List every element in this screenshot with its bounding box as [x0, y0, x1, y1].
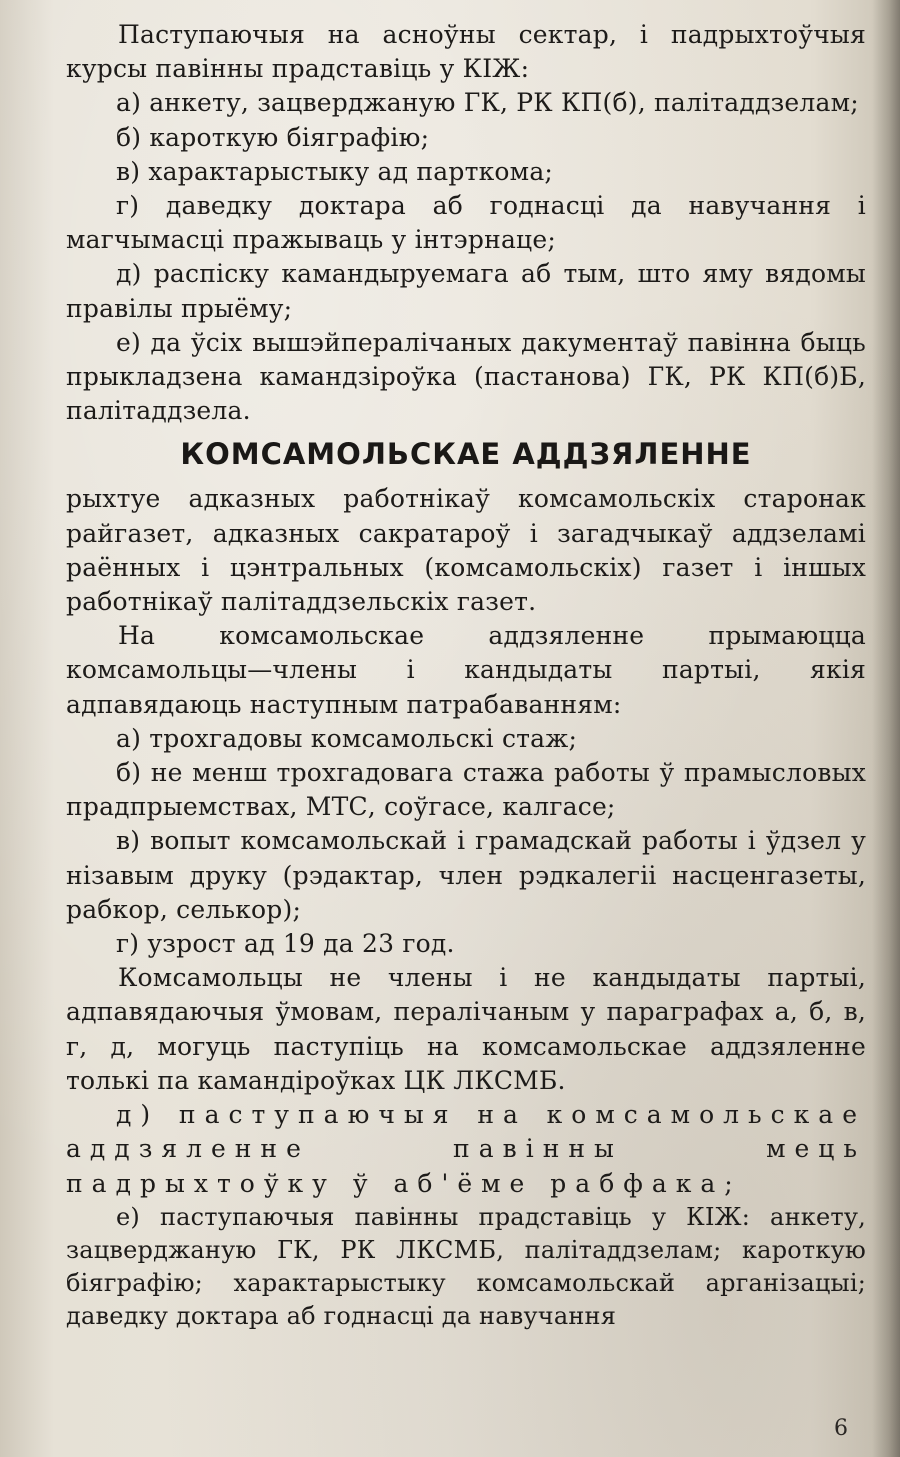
section-item-v: в) вопыт комсамольскай і грамадскай работы і ўдзел у нізавым друку (рэдактар, член рэдкалегіі насценгазеты, рабкор, селькор);: [66, 826, 866, 924]
intro-item-g: г) даведку доктара аб годнасці да навучання і магчымасці пражываць у інтэрнаце;: [66, 191, 866, 255]
section-paragraph-1: рыхтуе адказных работнікаў комсамольскіх старонак райгазет, адказных сакратароў і загадчыкаў аддзеламі раённых і цэнтральных (комсамольскіх) газет і іншых работнікаў палітаддзельскіх газет.: [66, 484, 866, 617]
section-item-g: г) узрост ад 19 да 23 год.: [116, 929, 455, 959]
section-paragraph-3: Комсамольцы не члены і не кандыдаты партыі, адпавядаючыя ўмовам, пералічаным у параграфах а, б, в, г, д, могуць паступіць на комсамольскае аддзяленне толькі па камандіроўках ЦК ЛКСМБ.: [66, 963, 866, 1095]
intro-item-b: б) кароткую біяграфію;: [116, 122, 430, 152]
intro-item-d: д) распіску камандыруемага аб тым, што яму вядомы правілы прыёму;: [66, 259, 866, 323]
section-title: КОМСАМОЛЬСКАЕ АДДЗЯЛЕННЕ: [180, 437, 752, 472]
section-item-d: д) паступаючыя на комсамольскае аддзяленне павінны мець падрыхтоўку ў аб'ёме рабфака;: [66, 1100, 866, 1198]
section-item-b: б) не менш трохгадовага стажа работы ў прамысловых прадпрыемствах, МТС, соўгасе, калгасе;: [66, 758, 866, 822]
section-item-e: е) паступаючыя павінны прадставіць у КІЖ: анкету, зацверджаную ГК, РК ЛКСМБ, палітаддзелам; кароткую біяграфію; характарыстыку комсамольскай арганізацыі; даведку доктара аб годнасці да навучання: [66, 1202, 866, 1330]
intro-item-v: в) характарыстыку ад парткома;: [116, 156, 554, 186]
page-number: 6: [834, 1416, 848, 1441]
page-text: [66, 18, 866, 1333]
section-item-a: а) трохгадовы комсамольскі стаж;: [116, 723, 578, 753]
page-spine-shadow: [872, 0, 900, 1457]
intro-item-e: е) да ўсіх вышэйпералічаных дакументаў павінна быць прыкладзена камандзіроўка (пастанова) ГК, РК КП(б)Б, палітаддзела.: [66, 327, 866, 426]
intro-item-a: а) анкету, зацверджаную ГК, РК КП(б), палітаддзелам;: [116, 88, 859, 118]
section-paragraph-2: На комсамольскае аддзяленне прымаюцца комсамольцы—члены і кандыдаты партыі, якія адпавядаюць наступным патрабаванням:: [66, 621, 866, 719]
intro-paragraph: Паступаючыя на асноўны сектар, і падрыхтоўчыя курсы павінны прадставіць у КІЖ:: [66, 20, 866, 84]
